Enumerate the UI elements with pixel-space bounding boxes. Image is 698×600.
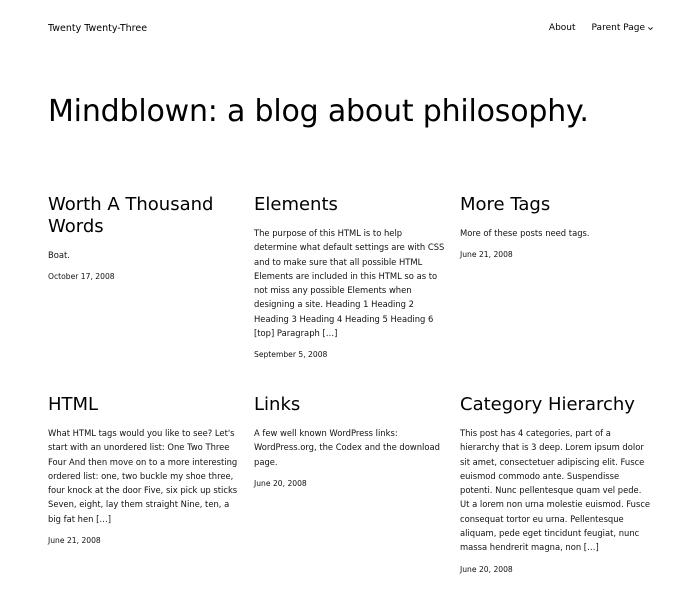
post-card xyxy=(460,394,653,575)
page-title: Mindblown: a blog about philosophy. xyxy=(48,94,589,129)
site-title-link[interactable]: Twenty Twenty-Three xyxy=(48,22,148,34)
site-header xyxy=(48,20,654,36)
post-title-link[interactable]: More Tags xyxy=(460,194,551,215)
post-excerpt: What HTML tags would you like to see? Let's start with an unordered list: One Two Three Four And then move on to a more interesting ordered list: one, two buckle my shoe three, four knock at the door Five, six pick up sticks Seven, eight, lay them straight Nine, ten, a big fat hen […] xyxy=(48,428,238,524)
nav-item-about[interactable]: About xyxy=(548,23,576,33)
post-excerpt: This post has 4 categories, part of a hierarchy that is 3 deep. Lorem ipsum dolor sit amet, consectetuer adipiscing elit. Fusce euismod commodo ante. Suspendisse potenti. Nunc pellentesque quam vel pede. Ut a lorem non urna molestie euismod. Fusce consequat tortor eu urna. Pellentesque aliquam, pede eget tincidunt feugiat, nunc massa hendrerit magna, non […] xyxy=(460,428,651,553)
post-date[interactable]: June 21, 2008 xyxy=(48,536,101,546)
post-card xyxy=(254,194,447,360)
posts-row-2 xyxy=(48,394,651,575)
post-date[interactable]: June 20, 2008 xyxy=(460,564,513,574)
post-date[interactable]: June 21, 2008 xyxy=(460,250,513,260)
post-card xyxy=(48,394,241,575)
post-title-link[interactable]: Elements xyxy=(254,194,338,215)
nav-item-parent-page[interactable] xyxy=(592,23,654,33)
post-title-link[interactable]: Links xyxy=(254,394,301,415)
post-excerpt: Boat. xyxy=(48,250,70,260)
nav-item-parent-page-label: Parent Page xyxy=(591,23,645,33)
post-excerpt: The purpose of this HTML is to help determine what default settings are with CSS and to make sure that all possible HTML Elements are included in this HTML so as to not miss any possible Elements when designing a site. Heading 1 Heading 2 Heading 3 Heading 4 Heading 5 Heading 6 [top] Paragraph […] xyxy=(254,228,445,339)
post-date[interactable]: October 17, 2008 xyxy=(48,272,115,282)
post-card xyxy=(254,394,447,575)
post-card xyxy=(460,194,653,360)
posts-row-1 xyxy=(48,194,648,360)
post-excerpt: More of these posts need tags. xyxy=(460,228,590,238)
primary-navigation xyxy=(549,23,654,33)
chevron-down-icon xyxy=(647,25,654,32)
post-title-link[interactable]: HTML xyxy=(48,394,99,415)
post-date[interactable]: June 20, 2008 xyxy=(254,478,307,488)
post-title-link[interactable]: Category Hierarchy xyxy=(460,394,635,415)
post-excerpt: A few well known WordPress links: WordPress.org, the Codex and the download page. xyxy=(254,428,440,467)
post-date[interactable]: September 5, 2008 xyxy=(254,350,328,360)
post-title-link[interactable]: Worth A Thousand Words xyxy=(48,194,214,237)
post-card xyxy=(48,194,241,360)
